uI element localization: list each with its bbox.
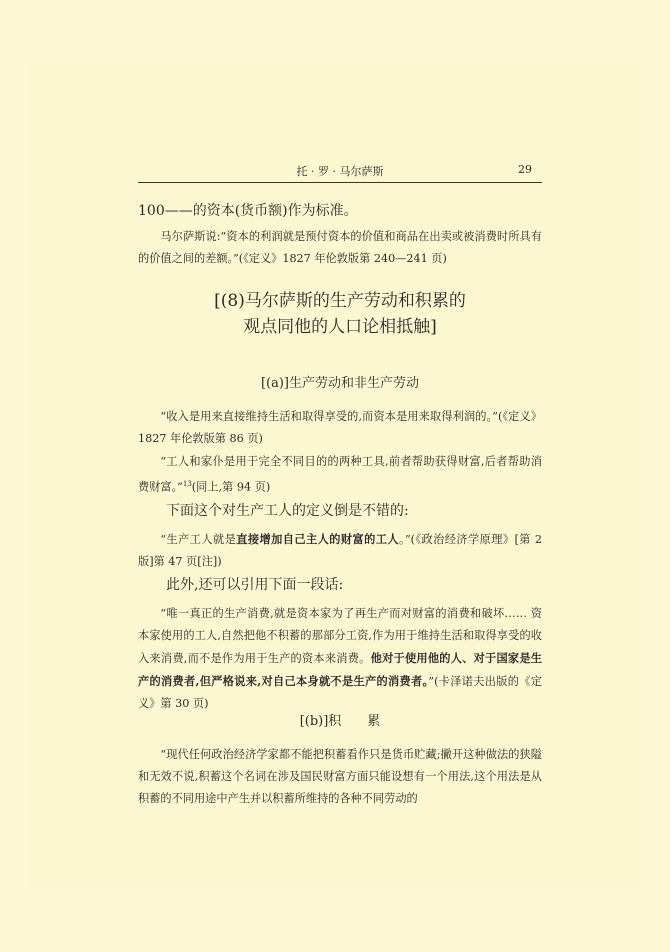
emphasis: 直接增加自己主人的财富的工人 — [236, 532, 399, 546]
paragraph-7: 此外,还可以引用下面一段话: — [166, 577, 344, 593]
section-heading: [(8)马尔萨斯的生产劳动和积累的 观点同他的人口论相抵触] — [214, 291, 466, 337]
paragraph-4: “工人和家仆是用于完全不同目的的两种工具,前者帮助获得财富,后者帮助消费财富。”$^{13}$(同上,第 94 页) — [138, 455, 542, 494]
paragraph-5: 下面这个对生产工人的定义倒是不错的: — [166, 503, 409, 519]
paragraph-9: “现代任何政治经济学家都不能把积蓄看作只是货币贮藏;撇开这种做法的狭隘和无效不说,积蓄这个名词在涉及国民财富方面只能设想有一个用法,这个用法是从积蓄的不同用途中产生并以积蓄所维持的各种不同劳动的 — [138, 748, 542, 805]
paragraph-1: 100——的资本(货币额)作为标准。 — [138, 203, 358, 219]
paragraph-3: “收入是用来直接维持生活和取得享受的,而资本是用来取得利润的。”(《定义》1827 年伦敦版第 86 页) — [138, 410, 542, 445]
emphasis: 是生产的消费者,但严格说来,对自己本身就不是生产的消费者。 — [138, 651, 542, 688]
paragraph-2: 马尔萨斯说:“资本的利润就是预付资本的价值和商品在出卖或被消费时所具有的价值之间的差额。”(《定义》1827 年伦敦版第 240—241 页) — [138, 230, 542, 265]
paragraph-8: “唯一真正的生产消费,就是资本家为了再生产而对财富的消费和破坏…… 资本家使用的工人,自然把他不积蓄的那部分工资,作为用于维持生活和取得享受的收入来消费,而不是作为用于生产的资本来消费。他对于使用他的人、对于国家是生产的消费者,但严格说来,对自己本身就不是生产的消费者。”(卡泽诺夫出版的《定义》第 30 页) — [138, 607, 542, 710]
running-title: 托 · 罗 · 马尔萨斯 — [296, 165, 384, 178]
footnote-ref: 13 — [182, 480, 192, 488]
subheading-a: [(a)]生产劳动和非生产劳动 — [260, 376, 420, 391]
header-rule — [138, 182, 542, 183]
emphasis: 他对于使用他的人、对于国家 — [370, 651, 520, 665]
page-number: 29 — [518, 163, 532, 176]
subheading-b: [(b)]积 累 — [299, 714, 381, 729]
paragraph-6: “生产工人就是直接增加自己主人的财富的工人。”(《政治经济学原理》[第 2 版]第 47 页[注]) — [138, 532, 542, 568]
